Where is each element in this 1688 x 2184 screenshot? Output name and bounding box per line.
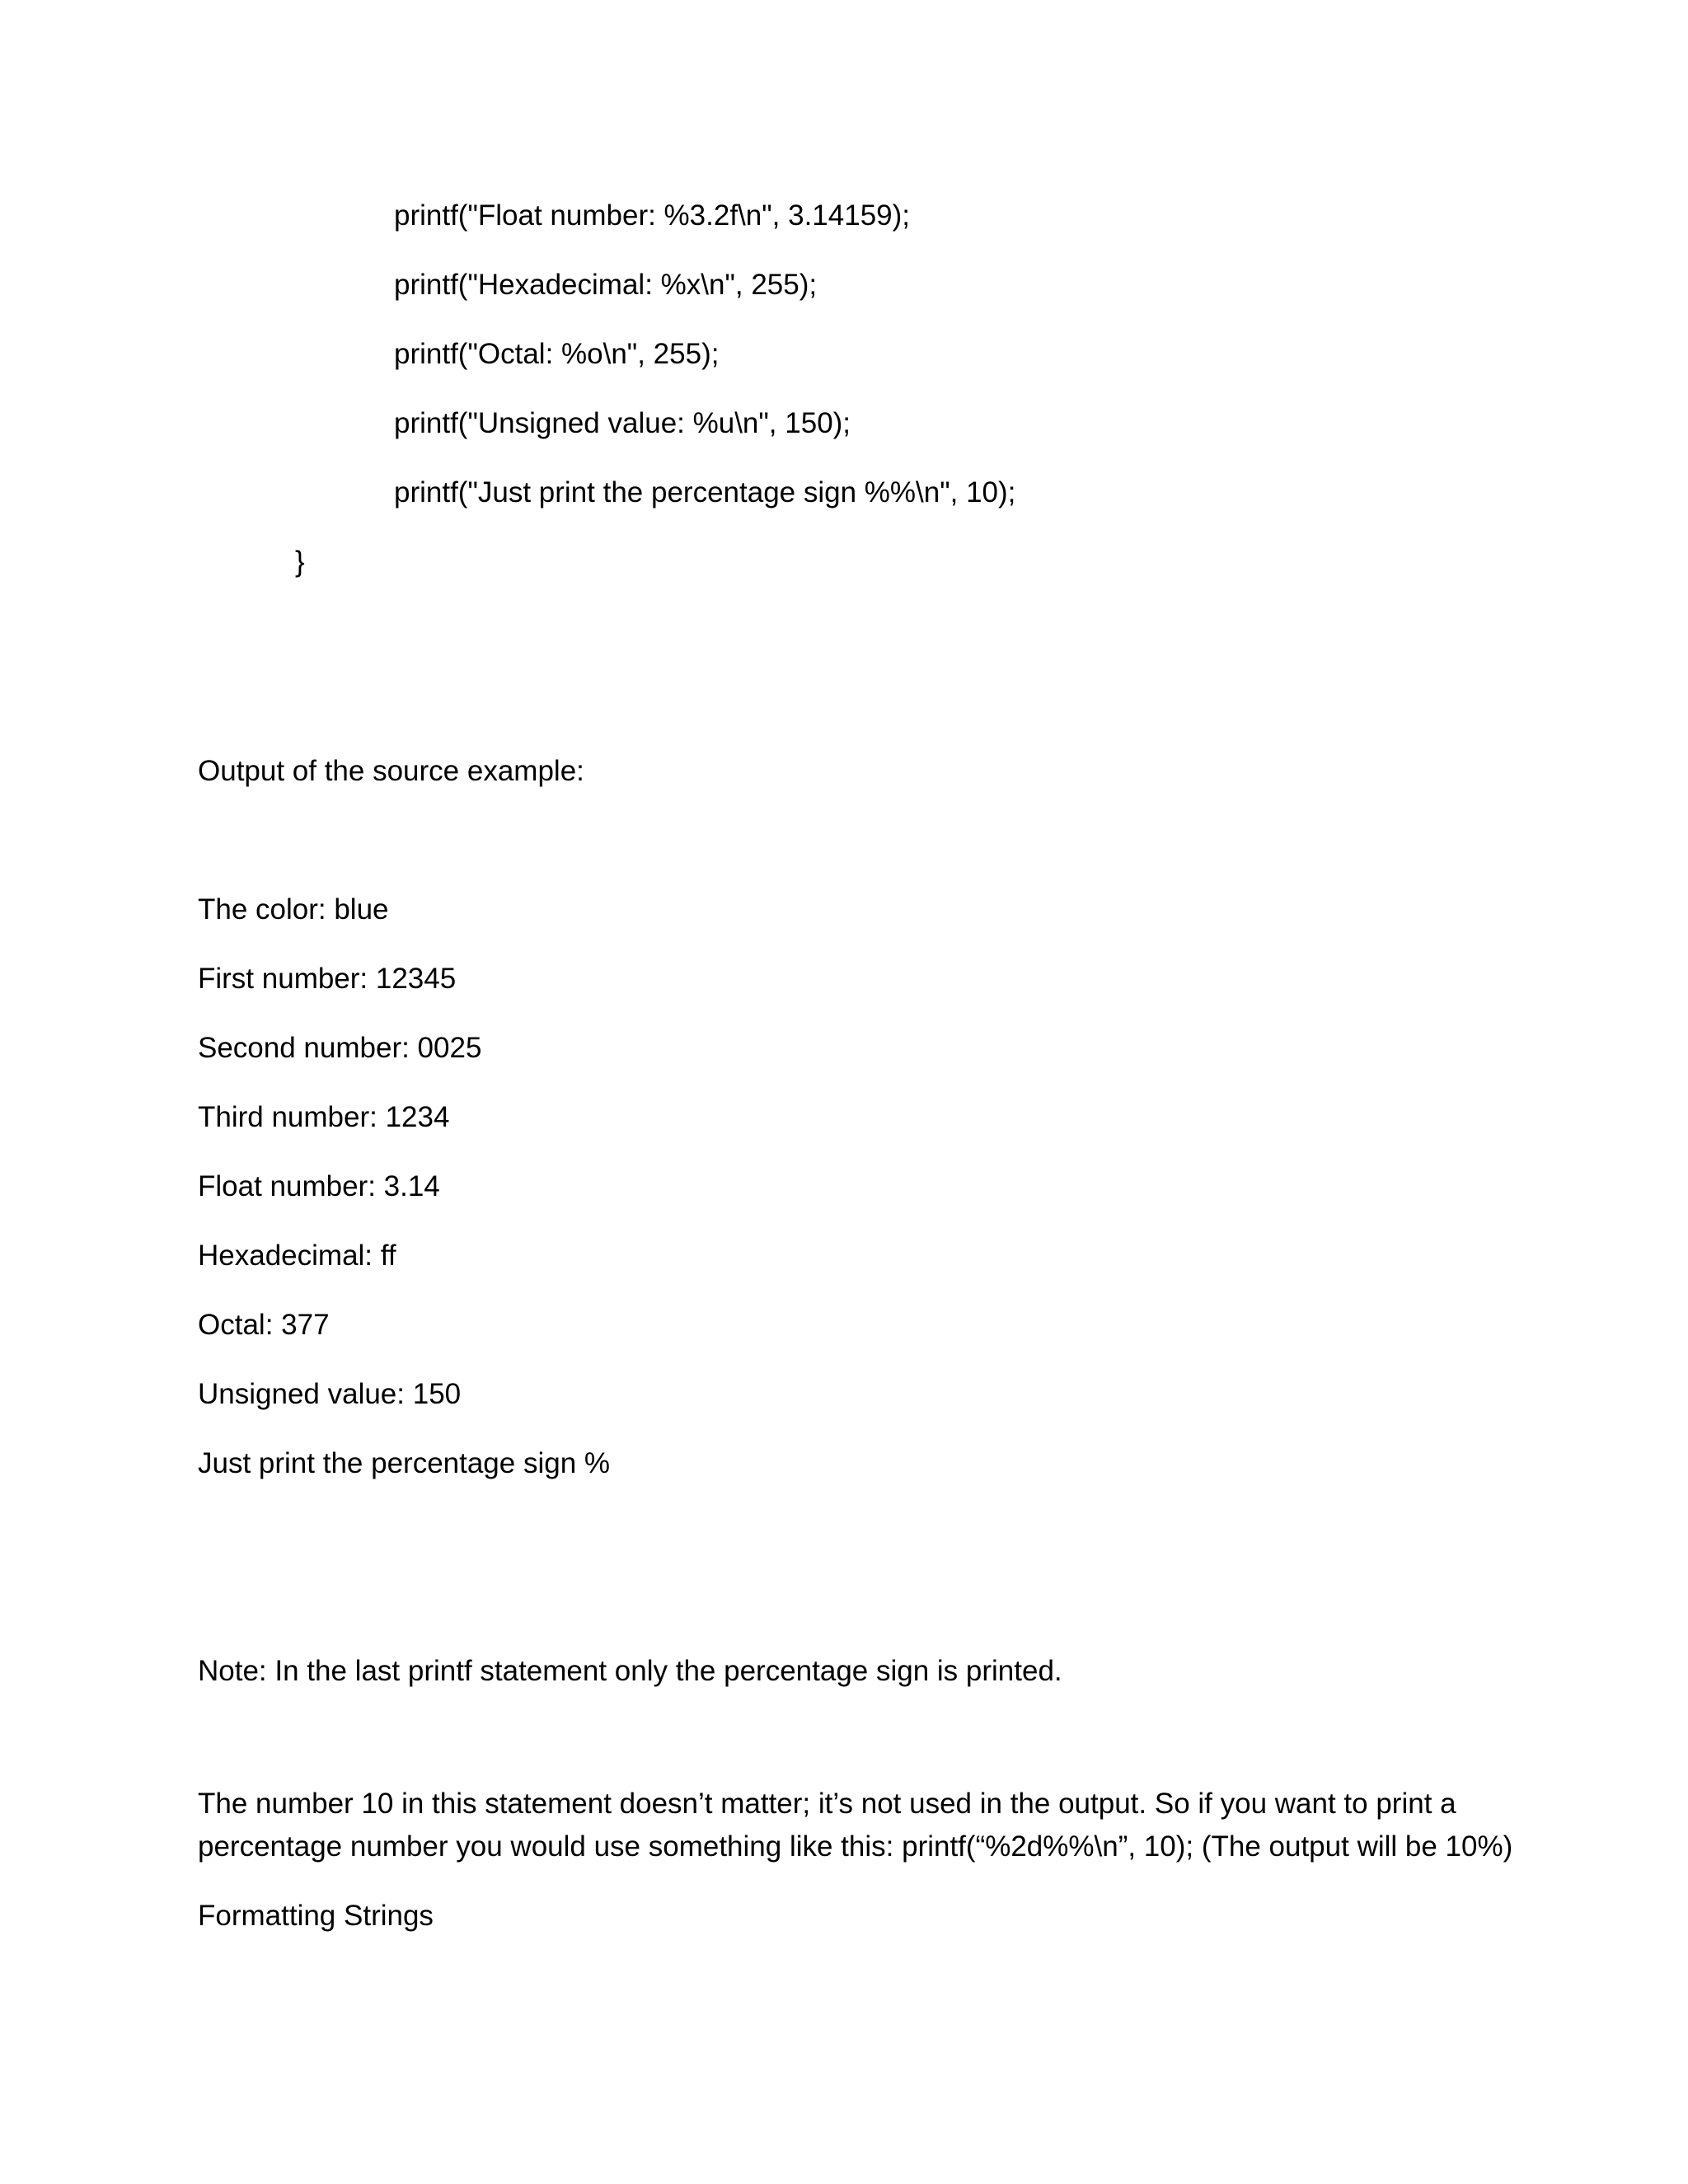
note-text: Note: In the last printf statement only the percentage sign is printed.: [198, 1655, 1062, 1687]
output-line: Octal: 377: [198, 1309, 330, 1341]
code-line: printf("Hexadecimal: %x\n", 255);: [394, 269, 818, 301]
output-line: First number: 12345: [198, 963, 457, 995]
output-line: Hexadecimal: ff: [198, 1240, 396, 1272]
output-line: Second number: 0025: [198, 1032, 482, 1064]
output-heading: Output of the source example:: [198, 755, 584, 787]
output-line: Float number: 3.14: [198, 1170, 440, 1202]
code-line: printf("Unsigned value: %u\n", 150);: [394, 407, 851, 439]
code-line: printf("Octal: %o\n", 255);: [394, 338, 720, 370]
output-line: Unsigned value: 150: [198, 1378, 462, 1410]
code-line: printf("Float number: %3.2f\n", 3.14159);: [394, 199, 911, 232]
output-line: Just print the percentage sign %: [198, 1447, 611, 1479]
code-closing-brace: }: [295, 546, 305, 578]
section-heading: Formatting Strings: [198, 1900, 434, 1932]
output-line: The color: blue: [198, 893, 389, 926]
code-line: printf("Just print the percentage sign %%\n", 10);: [394, 476, 1016, 509]
output-line: Third number: 1234: [198, 1101, 450, 1133]
explanation-paragraph: The number 10 in this statement doesn’t matter; it’s not used in the output. So if you want to print a percentage number you would use something like this: printf(“%2d%%\n”, 10); (The output will be 10%): [198, 1788, 1513, 1863]
